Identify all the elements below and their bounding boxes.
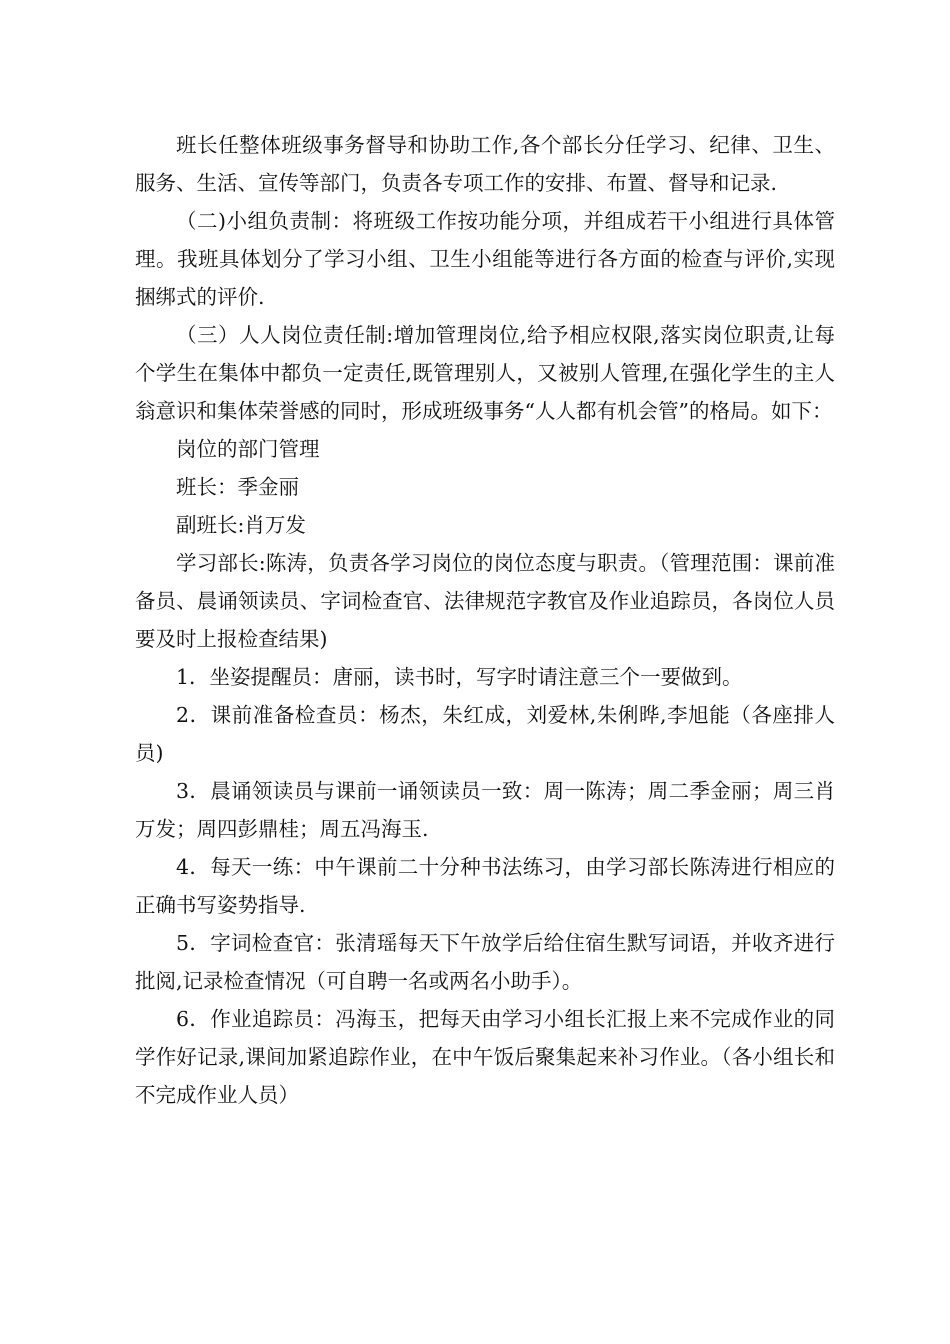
list-item-homework-tracker: 6．作业追踪员：冯海玉，把每天由学习小组长汇报上来不完成作业的同学作好记录,课间加紧追踪作业，在中午饭后聚集起来补习作业。（各小组长和不完成作业人员） <box>135 1007 835 1107</box>
list-item-posture-reminder: 1．坐姿提醒员：唐丽，读书时，写字时请注意三个一要做到。 <box>176 665 743 689</box>
paragraph-department-heading: 岗位的部门管理 <box>176 437 320 461</box>
paragraph-class-monitor-duties: 班长任整体班级事务督导和协助工作,各个部长分任学习、纪律、卫生、服务、生活、宣传等部门，负责各专项工作的安排、布置、督导和记录. <box>135 133 835 195</box>
list-item-word-checker: 5．字词检查官：张清瑶每天下午放学后给住宿生默写词语，并收齐进行批阅,记录检查情况（可自聘一名或两名小助手）。 <box>135 931 835 993</box>
paragraph-vice-monitor: 副班长:肖万发 <box>176 513 306 537</box>
paragraph-study-minister: 学习部长:陈涛，负责各学习岗位的岗位态度与职责。（管理范围：课前准备员、晨诵领读员、字词检查官、法律规范字教官及作业追踪员，各岗位人员要及时上报检查结果) <box>135 551 835 651</box>
list-item-preparation-checker: 2．课前准备检查员：杨杰，朱红成，刘爱林,朱俐晔,李旭能（各座排人员) <box>135 703 835 765</box>
paragraph-post-responsibility: （三）人人岗位责任制:增加管理岗位,给予相应权限,落实岗位职责,让每个学生在集体中都负一定责任,既管理别人，又被别人管理,在强化学生的主人翁意识和集体荣誉感的同时，形成班级事务“人人都有机会管”的格局。如下： <box>135 323 835 423</box>
list-item-daily-practice: 4．每天一练：中午课前二十分种书法练习，由学习部长陈涛进行相应的正确书写姿势指导. <box>135 855 835 917</box>
paragraph-monitor: 班长：季金丽 <box>176 475 299 499</box>
list-item-morning-reader: 3．晨诵领读员与课前一诵领读员一致：周一陈涛；周二季金丽；周三肖万发；周四彭鼎桂；周五冯海玉. <box>135 779 835 841</box>
paragraph-group-responsibility: （二)小组负责制：将班级工作按功能分项，并组成若干小组进行具体管理。我班具体划分了学习小组、卫生小组能等进行各方面的检查与评价,实现捆绑式的评价. <box>135 209 835 309</box>
